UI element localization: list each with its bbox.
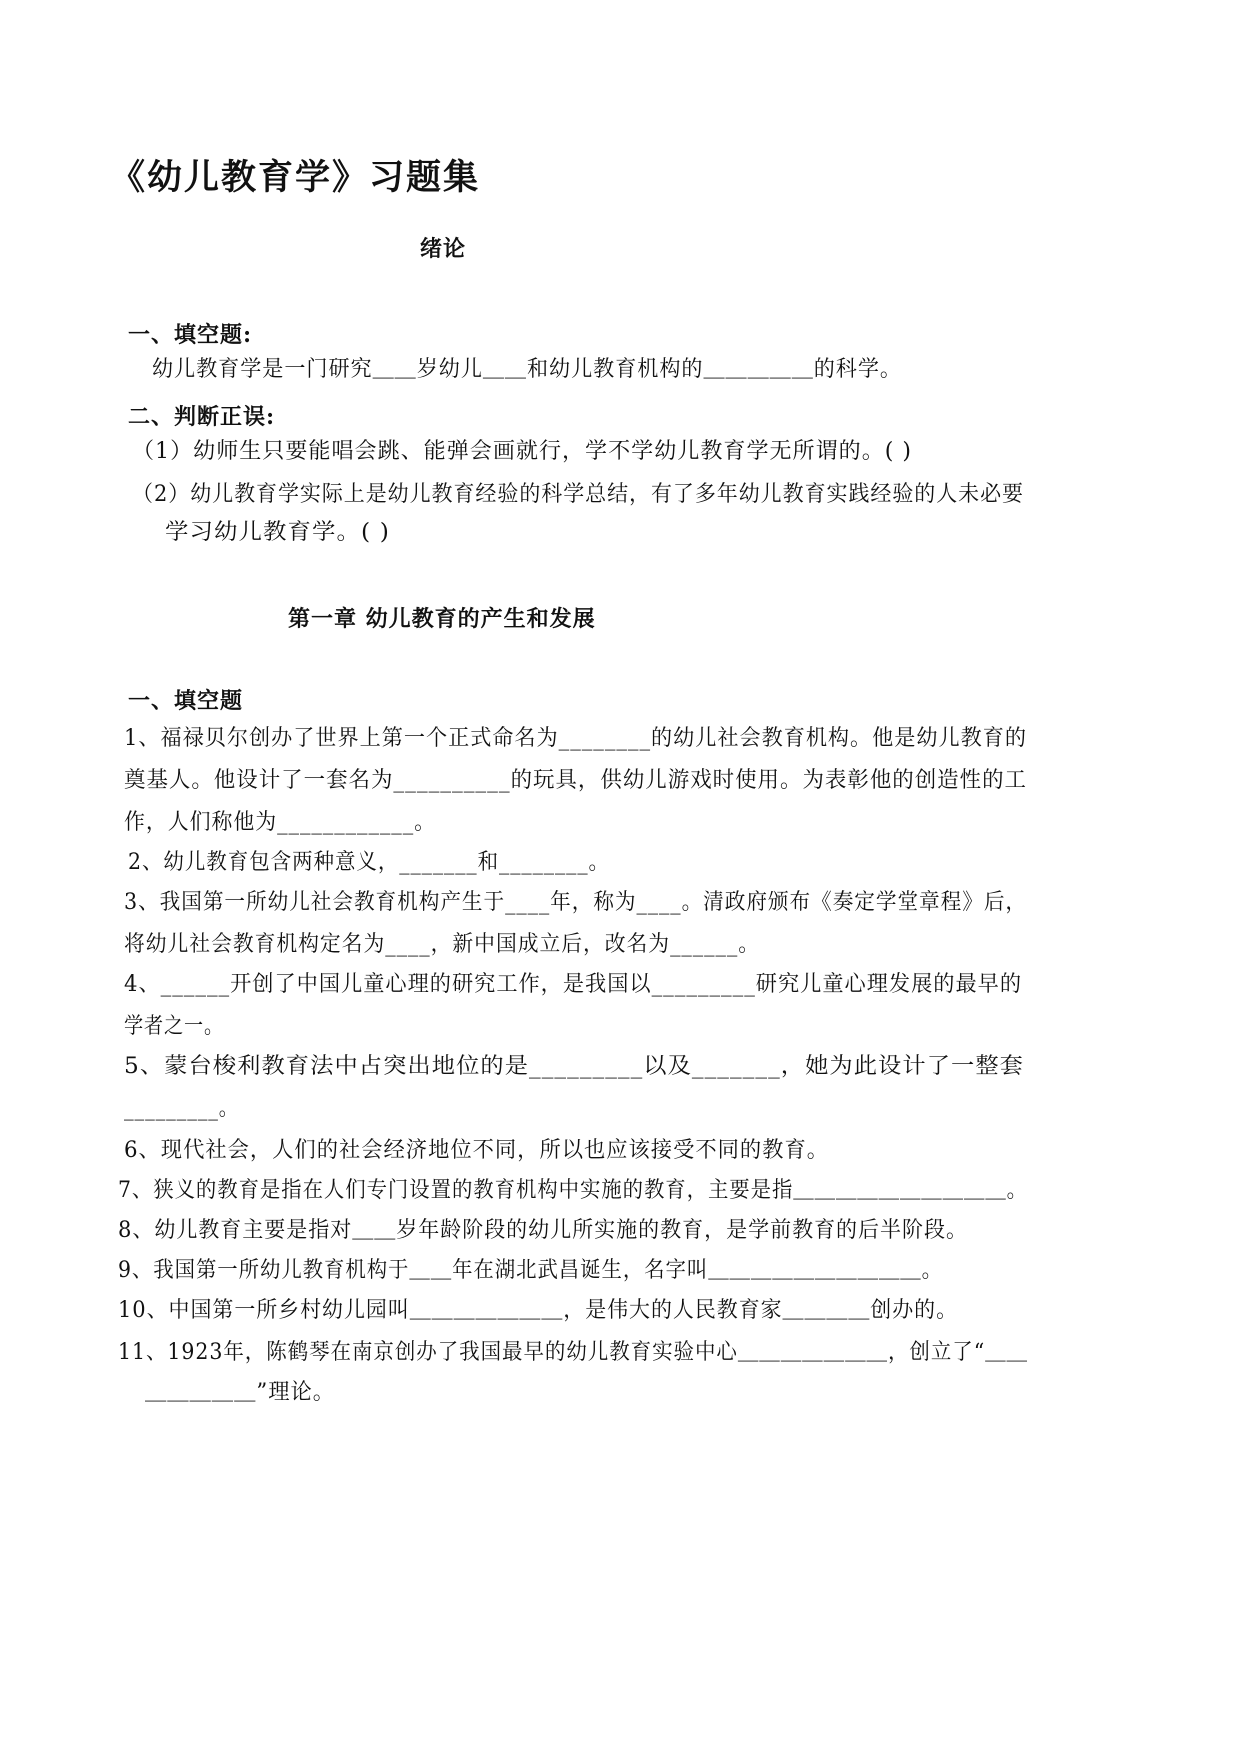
intro-judge-question-2: （2）幼儿教育学实际上是幼儿教育经验的科学总结，有了多年幼儿教育实践经验的人未必要: [132, 482, 1024, 507]
intro-fill-question: 幼儿教育学是一门研究＿＿岁幼儿＿＿和幼儿教育机构的＿＿＿＿＿的科学。: [152, 357, 902, 382]
question-line: 学者之一。: [124, 1014, 224, 1039]
question-line: 6、现代社会，人们的社会经济地位不同，所以也应该接受不同的教育。: [124, 1138, 829, 1163]
question-line: 8、幼儿教育主要是指对＿＿岁年龄阶段的幼儿所实施的教育，是学前教育的后半阶段。: [118, 1218, 968, 1243]
question-line: 作，人们称他为____________。: [124, 810, 436, 835]
intro-judge-question-1: （1）幼师生只要能唱会跳、能弹会画就行，学不学幼儿教育学无所谓的。( ): [132, 439, 912, 464]
intro-judge-question-2-cont: 学习幼儿教育学。( ): [165, 520, 390, 545]
question-line: 1、福禄贝尔创办了世界上第一个正式命名为________的幼儿社会教育机构。他是幼儿教育的: [124, 726, 1027, 751]
question-line: ＿＿＿＿＿”理论。: [145, 1380, 335, 1405]
document-title: 《幼儿教育学》习题集: [110, 158, 481, 198]
question-line: 5、蒙台梭利教育法中占突出地位的是_________以及_______，她为此设计了一整套: [124, 1054, 1024, 1079]
chapter-1-title: 第一章 幼儿教育的产生和发展: [288, 606, 596, 632]
chapter-1-fill-heading: 一、填空题: [128, 688, 244, 714]
question-line: 7、狭义的教育是指在人们专门设置的教育机构中实施的教育，主要是指＿＿＿＿＿＿＿＿＿＿。: [118, 1178, 1028, 1203]
question-line: 4、______开创了中国儿童心理的研究工作，是我国以_________研究儿童心理发展的最早的: [124, 972, 1022, 997]
intro-title: 绪论: [420, 236, 467, 262]
question-line: 奠基人。他设计了一套名为__________的玩具，供幼儿游戏时使用。为表彰他的创造性的工: [124, 768, 1027, 793]
intro-judge-heading: 二、判断正误:: [128, 404, 276, 430]
question-line: 将幼儿社会教育机构定名为____，新中国成立后，改名为______。: [124, 932, 760, 957]
intro-fill-heading: 一、填空题:: [128, 322, 253, 348]
question-line: 2、幼儿教育包含两种意义，_______和________。: [128, 850, 610, 875]
question-line: 9、我国第一所幼儿教育机构于＿＿年在湖北武昌诞生，名字叫＿＿＿＿＿＿＿＿＿＿。: [118, 1258, 943, 1283]
question-line: 3、我国第一所幼儿社会教育机构产生于____年，称为____。清政府颁布《奏定学堂章程》后，: [124, 890, 1027, 915]
question-line: _________。: [124, 1096, 239, 1121]
question-line: 11、1923年，陈鹤琴在南京创办了我国最早的幼儿教育实验中心＿＿＿＿＿＿＿，创立了“＿＿: [118, 1340, 1028, 1365]
question-line: 10、中国第一所乡村幼儿园叫＿＿＿＿＿＿＿，是伟大的人民教育家＿＿＿＿创办的。: [118, 1298, 958, 1323]
